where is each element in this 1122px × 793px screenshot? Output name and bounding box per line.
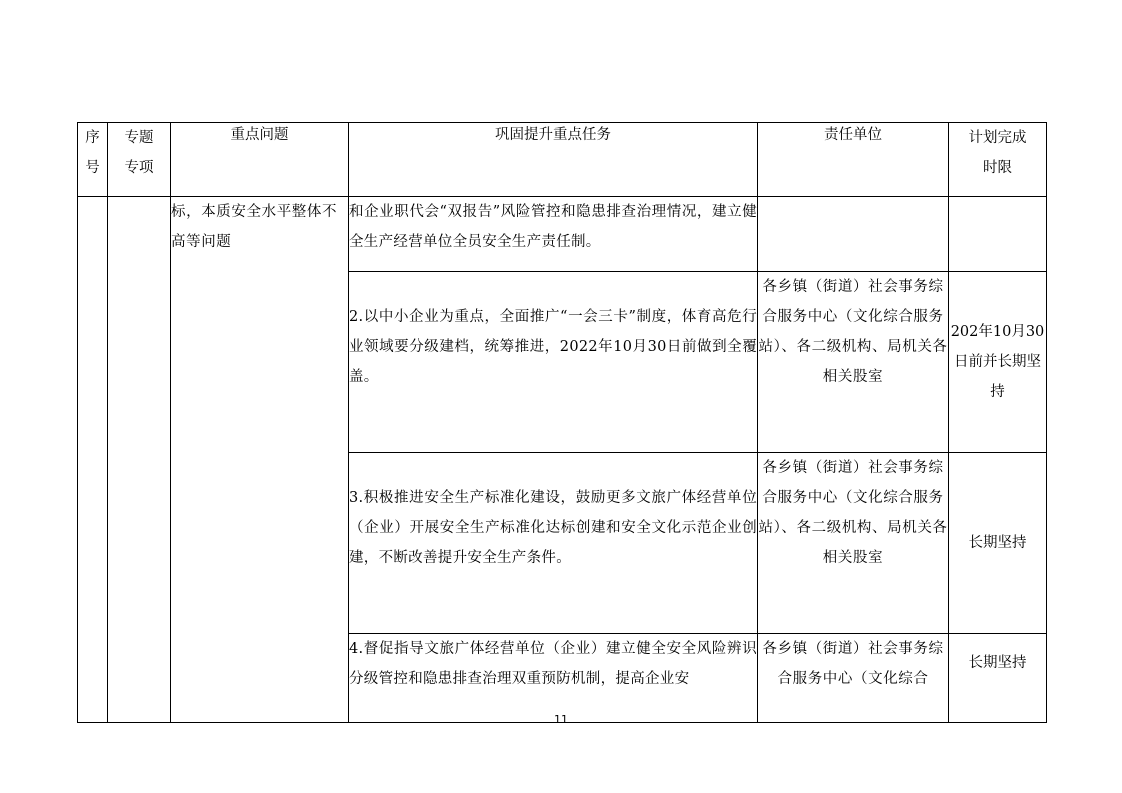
table-row: [78, 197, 1047, 272]
task-cell: 4.督促指导文旅广体经营单位（企业）建立健全安全风险辨识分级管控和隐患排查治理双重预防机制，提高企业安: [349, 634, 758, 723]
unit-cell: [758, 197, 949, 272]
task-cell: 2.以中小企业为重点，全面推广“一会三卡”制度，体育高危行业领域要分级建档，统筹推进，2022年10月30日前做到全覆盖。: [349, 272, 758, 453]
header-topic: 专题 专项: [108, 123, 171, 197]
issue-cell: 标，本质安全水平整体不高等问题: [171, 197, 349, 723]
deadline-cell: 长期坚持: [949, 634, 1047, 723]
task-cell: 3.积极推进安全生产标准化建设，鼓励更多文旅广体经营单位（企业）开展安全生产标准化达标创建和安全文化示范企业创建，不断改善提升安全生产条件。: [349, 453, 758, 634]
task-table: [77, 122, 1047, 723]
unit-cell: 各乡镇（街道）社会事务综合服务中心（文化综合: [758, 634, 949, 723]
deadline-cell: [949, 197, 1047, 272]
header-seq: 序 号: [78, 123, 108, 197]
header-deadline: 计划完成 时限: [949, 123, 1047, 197]
task-cell: 和企业职代会“双报告”风险管控和隐患排查治理情况，建立健全生产经营单位全员安全生产责任制。: [349, 197, 758, 272]
header-task: 巩固提升重点任务: [349, 123, 758, 197]
seq-cell: [78, 197, 108, 723]
deadline-cell: 202年10月30日前并长期坚持: [949, 272, 1047, 453]
header-issue: 重点问题: [171, 123, 349, 197]
header-unit: 责任单位: [758, 123, 949, 197]
table-header-row: [78, 123, 1047, 197]
unit-cell: 各乡镇（街道）社会事务综合服务中心（文化综合服务站）、各二级机构、局机关各相关股室: [758, 453, 949, 634]
page-number: 11: [554, 713, 568, 726]
topic-cell: [108, 197, 171, 723]
task-table-container: [77, 122, 1047, 723]
deadline-cell: 长期坚持: [949, 453, 1047, 634]
unit-cell: 各乡镇（街道）社会事务综合服务中心（文化综合服务站）、各二级机构、局机关各相关股室: [758, 272, 949, 453]
